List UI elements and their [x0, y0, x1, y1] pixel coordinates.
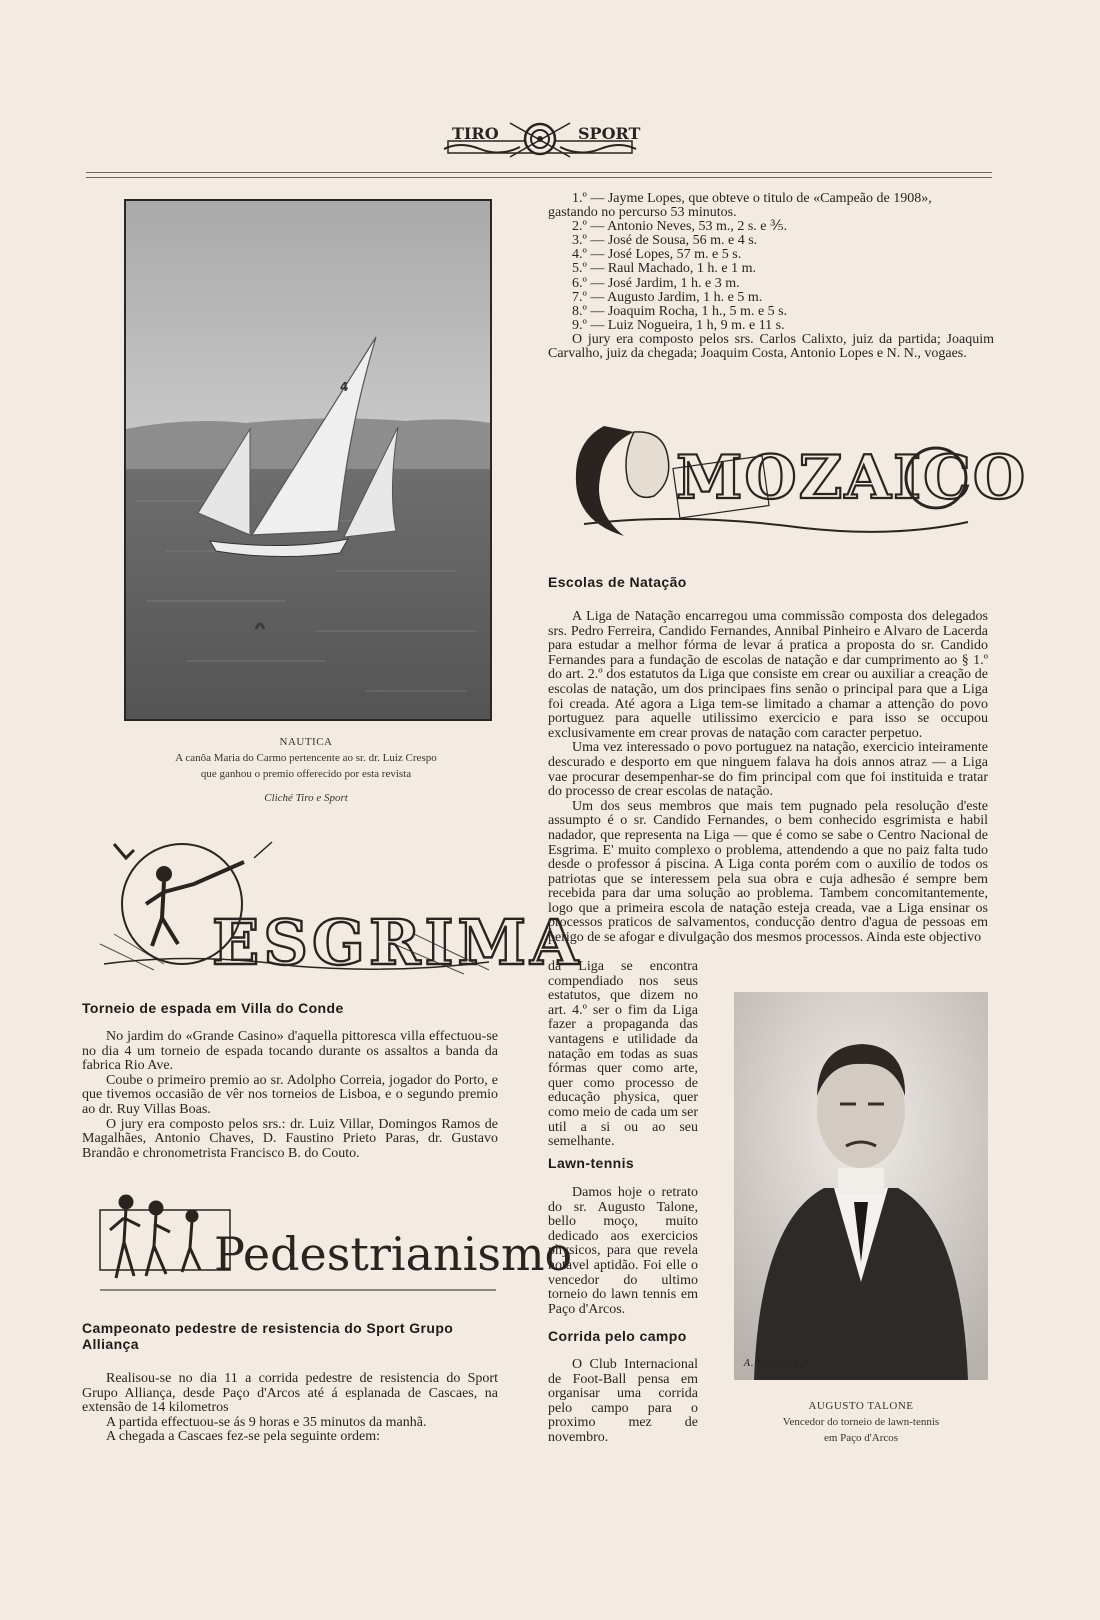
- masthead-title-left: TIRO: [452, 124, 499, 143]
- portrait-caption-line2: em Paço d'Arcos: [823, 1432, 899, 1444]
- race-result-line: 3.º — José de Sousa, 56 m. e 4 s.: [572, 233, 758, 249]
- nautica-caption-line2: que ganhou o premio offerecido por esta revista: [200, 768, 412, 780]
- nautica-caption-title: NAUTICA: [279, 736, 333, 748]
- pedestrianismo-banner: [96, 1186, 573, 1296]
- esgrima-paragraph-2: Coube o primeiro premio ao sr. Adolpho Correia, jogador do Porto, e que tivemos occasião de vêr nos torneios de Lisboa, e o segundo premio ao dr. Ruy Villas Boas.: [82, 1072, 498, 1117]
- natacao-paragraph-2: Uma vez interessado o povo portuguez na natação, exercicio inteiramente descurado e desporto em que ninguem falava ha dois annos atraz — a Liga vae procurar desempenhar-se do fim principal com que foi instituida e tratar do processo de crear escolas de natação.: [548, 740, 988, 800]
- corrida-paragraph: O Club Internacional de Foot-Ball pensa em organisar uma corrida pelo campo para o proximo mez de novembro.: [548, 1357, 698, 1445]
- esgrima-banner-title: ESGRIMA: [212, 906, 583, 979]
- tennis-heading: Lawn-tennis: [548, 1155, 635, 1171]
- pedestre-paragraph-2: A partida effectuou-se ás 9 horas e 35 minutos da manhã.: [106, 1414, 427, 1430]
- pedestre-heading: Campeonato pedestre de resistencia do Sport Grupo Alliança: [82, 1320, 454, 1352]
- race-result-line: 9.º — Luiz Nogueira, 1 h, 9 m. e 11 s.: [572, 317, 785, 333]
- race-result-line: 6.º — José Jardim, 1 h. e 3 m.: [572, 275, 740, 291]
- natacao-article: [548, 610, 988, 946]
- masthead-rule-bottom: [86, 177, 992, 178]
- portrait-caption: [734, 1398, 988, 1446]
- esgrima-paragraph-3: O jury era composto pelos srs.: dr. Luiz Villar, Domingos Ramos de Magalhães, Antonio Chaves, D. Faustino Prieto Paras, dr. Gustavo Brandão e chronometrista Francisco B. do Couto.: [82, 1116, 498, 1161]
- pedestre-paragraph-1: Realisou-se no dia 11 a corrida pedestre de resistencia do Sport Grupo Alliança, desde Paço d'Arcos até á esplanada de Cascaes, na extensão de 14 kilometros: [82, 1371, 498, 1416]
- race-results-list: [548, 192, 994, 361]
- race-result-line: 4.º — José Lopes, 57 m. e 5 s.: [572, 247, 742, 263]
- sail-number-label: 4: [340, 380, 349, 394]
- esgrima-banner: [94, 834, 583, 979]
- portrait-caption-line1: Vencedor do torneio de lawn-tennis: [782, 1416, 940, 1428]
- natacao-paragraph-3: Um dos seus membros que mais tem pugnado pela resolução d'este assumpto é o sr. Candido Fernandes, o bem conhecido esgrimista e habil nadador, que representa na Liga — que é como se sabe o Centro Nacional de Esgrima. E' muito complexo o problema, attendendo a que no paiz falta tudo desde o professor á piscina. A Liga conta porém com o auxilio de todos os patriotas que se interessem pela sua obra e cuja adhesão é sempre bem recebida para dar uma solução ao problema. Tambem concomitantemente, logo que a primeira escola de natação esteja creada, vae a Liga ensinar os processos praticos de salvamentos, conducção dentro d'agua de pessoas em perigo de se afogar e divulgação dos mesmos processos. Ainda este objectivo: [548, 798, 988, 946]
- augusto-talone-portrait: [734, 992, 988, 1380]
- pedestre-paragraph-3: A chegada a Cascaes fez-se pela seguinte ordem:: [106, 1429, 381, 1445]
- nautica-caption-credit: Cliché Tiro e Sport: [264, 792, 348, 804]
- esgrima-paragraph-1: No jardim do «Grande Casino» d'aquella pittoresca villa effectuou-se no dia 4 um torneio de espada tocando durante os assaltos a banda da fabrica Rio Ave.: [82, 1029, 498, 1074]
- mozaico-banner-title: MOZAICO: [676, 443, 1028, 513]
- race-result-line: 2.º — Antonio Neves, 53 m., 2 s. e ⅗.: [572, 219, 788, 235]
- nautica-caption: [124, 734, 488, 806]
- portrait-signature: A. Martinho Jr.: [744, 1359, 812, 1369]
- pedestre-article: [82, 1372, 498, 1445]
- natacao-paragraph-1: A Liga de Natação encarregou uma commissão composta dos delegados srs. Pedro Ferreira, Candido Fernandes, Annibal Pinheiro e Alvaro de Lacerda para estudar a melhor fórma de levar á pratica a proposta do sr. Candido Fernandes para a fundação de escolas de natação e dar cumprimento ao § 1.º do art. 2.º dos estatutos da Liga que consiste em crear ou auxiliar a creação de escolas de natação, um dos principaes fins senão o principal para que a Liga foi creada. Até agora a Liga tem-se limitado a chamar a attenção do povo portuguez para aquelle utilissimo exercicio e para isso se occupou exclusivamente em crear provas de natação com caracter perpetuo.: [548, 609, 988, 741]
- race-result-line: gastando no percurso 53 minutos.: [548, 205, 737, 221]
- corrida-heading: Corrida pelo campo: [548, 1328, 687, 1344]
- natacao-heading: Escolas de Natação: [548, 574, 687, 590]
- masthead-rule-top: [86, 172, 992, 173]
- nautica-caption-line1: A canôa Maria do Carmo pertencente ao sr. dr. Luiz Crespo: [175, 752, 437, 764]
- race-result-line: 5.º — Raul Machado, 1 h. e 1 m.: [572, 261, 756, 277]
- natacao-continuation: [548, 960, 698, 1150]
- portrait-caption-title: AUGUSTO TALONE: [808, 1400, 914, 1412]
- race-jury-paragraph: O jury era composto pelos srs. Carlos Calixto, juiz da partida; Joaquim Carvalho, juiz da chegada; Joaquim Costa, Antonio Lopes e N. N., vogaes.: [548, 331, 994, 362]
- tennis-article: [548, 1186, 698, 1317]
- corrida-article: [548, 1358, 698, 1446]
- race-result-line: 1.º — Jayme Lopes, que obteve o titulo de «Campeão de 1908»,: [572, 191, 932, 206]
- masthead-title-right: SPORT: [578, 124, 641, 143]
- masthead-logo: [440, 117, 640, 163]
- race-result-line: 7.º — Augusto Jardim, 1 h. e 5 m.: [572, 289, 763, 305]
- pedestrianismo-banner-title: Pedestrianismo: [214, 1227, 573, 1281]
- esgrima-heading: Torneio de espada em Villa do Conde: [82, 1000, 344, 1016]
- tennis-paragraph: Damos hoje o retrato do sr. Augusto Talone, bello moço, muito dedicado aos exercicios physicos, para que revela notavel aptidão. Foi elle o vencedor do ultimo torneio do lawn tennis em Paço d'Arcos.: [548, 1185, 698, 1317]
- esgrima-article: [82, 1030, 498, 1161]
- masthead-emblem: [440, 117, 640, 163]
- natacao-paragraph-4: da Liga se encontra compendiado nos seus estatutos, que dizem no art. 4.º ser o fim da Liga fazer a propaganda das vantagens e utilidade da natação em todas as suas fórmas quer como arte, quer como processo de educação physica, quer como meio de cada um ser util a si ou ao seu semelhante.: [548, 959, 698, 1150]
- sailboat-photo: [124, 199, 492, 721]
- race-result-line: 8.º — Joaquim Rocha, 1 h., 5 m. e 5 s.: [572, 303, 788, 319]
- mozaico-banner: [564, 412, 1028, 544]
